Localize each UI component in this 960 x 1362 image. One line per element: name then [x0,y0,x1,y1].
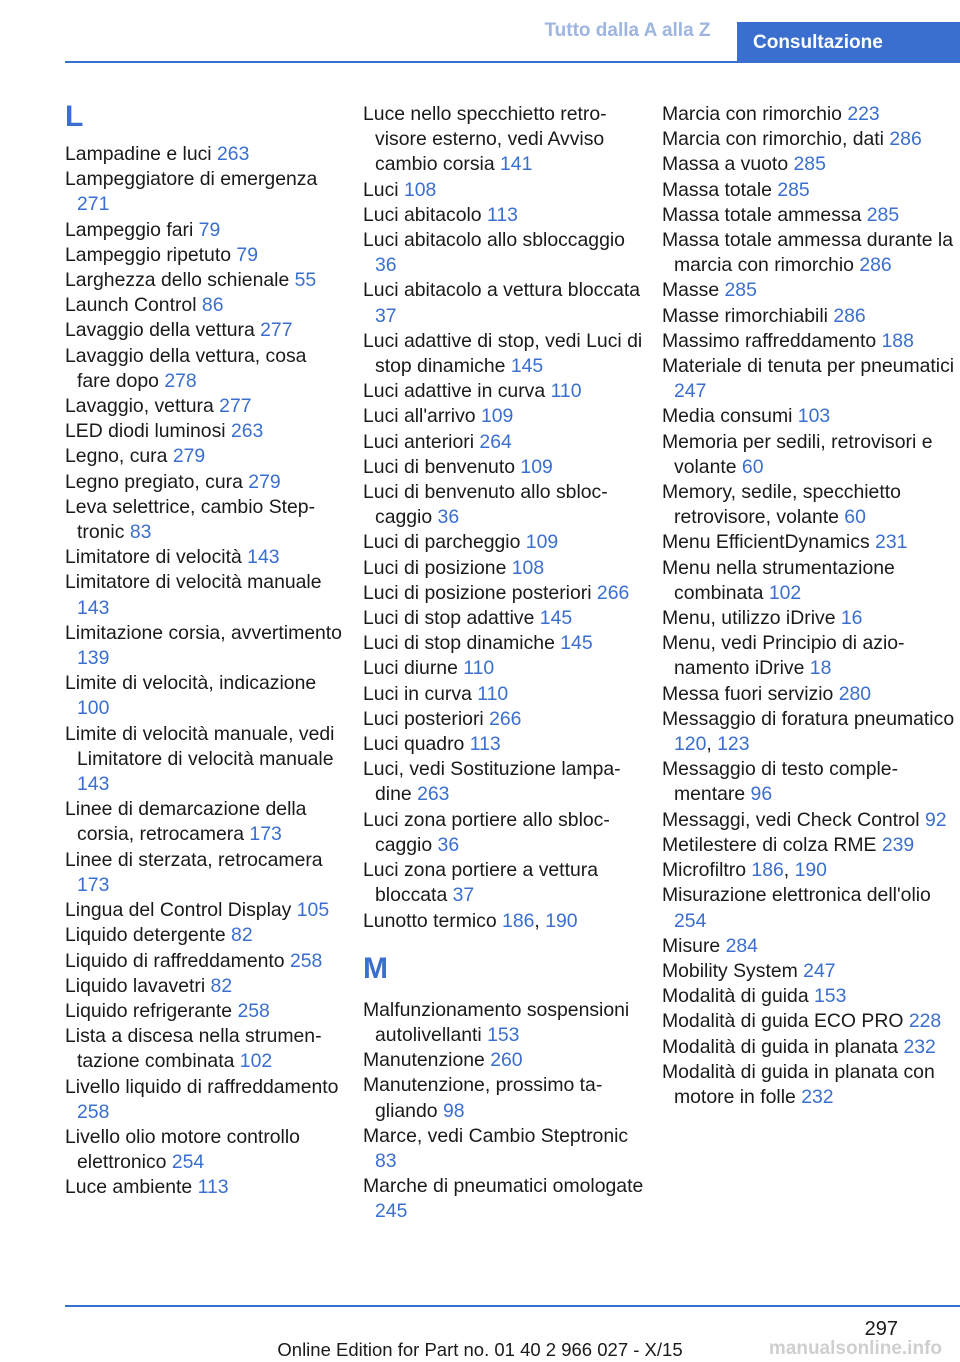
entry-label: Misure [662,934,721,957]
entry-label: Limite di velocità manuale, vedi Limitatore di velocità manuale [65,722,335,770]
entry-label: Luci quadro [363,733,465,756]
index-entry [65,848,345,898]
index-entry [363,1048,645,1073]
index-entry [65,419,345,444]
entry-label: Masse [662,279,720,302]
entry-label: Livello liquido di raffreddamento [65,1075,339,1098]
page-link[interactable]: 16 [840,607,863,630]
index-entry [662,178,960,203]
index-entry [65,1125,345,1175]
entry-label: Manutenzione, prossimo tagliando [363,1074,603,1122]
page-link[interactable]: 186 [502,909,535,932]
page-link[interactable]: 153 [814,985,847,1008]
entry-label: Lista a discesa nella strumentazione combinata [65,1025,322,1073]
page-link[interactable]: 79 [236,243,258,266]
page-link[interactable]: 143 [77,773,110,796]
index-entry [65,318,345,343]
index-entry [662,833,960,858]
page-link[interactable]: 96 [750,783,773,806]
page-link[interactable]: 239 [881,833,915,856]
entry-label: Liquido lavavetri [65,974,206,997]
entry-label: Lavaggio, vettura [65,395,214,418]
entry-label: Lampeggio fari [65,218,194,241]
index-entry [65,444,345,469]
index-entry [662,631,960,681]
entry-label: Liquido refrigerante [65,999,233,1022]
page-link[interactable]: 264 [479,430,512,453]
chapter-tab: Consultazione [737,22,960,63]
page-link[interactable]: 263 [217,143,250,165]
index-entry [363,606,645,631]
index-entry [65,974,345,999]
page-link[interactable]: 266 [596,581,630,604]
page-link[interactable]: 36 [437,506,460,529]
index-letter-l: L [65,100,84,133]
index-entry [65,949,345,974]
page-link[interactable]: 285 [724,279,757,302]
index-entry [65,797,345,847]
entry-label: Massimo raffreddamento [662,329,877,352]
index-entry [662,304,960,329]
index-entry [662,228,960,278]
entry-label: LED diodi luminosi [65,420,226,443]
page-link[interactable]: 92 [924,808,947,831]
entry-label: Media consumi [662,405,793,428]
page-link[interactable]: 228 [908,1010,942,1033]
index-entry [363,455,645,480]
index-entry [363,556,645,581]
entry-label: Luci di benvenuto allo sbloccaggio [363,481,608,529]
page-link[interactable]: 145 [560,632,593,655]
entry-label: Lunotto termico [363,909,497,932]
entry-label: Luce nello specchietto retrovisore esterno, vedi Avviso cambio corsia [363,103,607,176]
entry-label: Memoria per sedili, retrovisori e volante [662,430,933,478]
watermark: manualsonline.info [768,1338,942,1359]
entry-label: Modalità di guida in planata con motore in folle [662,1060,935,1108]
page-link[interactable]: 245 [375,1200,408,1223]
page-link[interactable]: 100 [77,697,110,720]
index-entry [662,934,960,959]
index-entry [65,621,345,671]
index-entry [363,1124,645,1174]
page-link[interactable]: 231 [875,531,908,554]
entry-label: Luci adattive in curva [363,380,546,403]
index-entry [662,1009,960,1034]
page-link[interactable]: 139 [77,647,110,670]
index-column-3 [662,102,960,1110]
index-entry [662,278,960,303]
index-entry [363,203,645,228]
index-entry [65,293,345,318]
entry-label: Manutenzione [363,1049,485,1072]
footer-rule [65,1305,960,1307]
entry-label: Marcia con rimorchio, dati [662,128,884,151]
entry-label: Luci zona portiere a vettura bloccata [363,859,598,907]
edition-note: Online Edition for Part no. 01 40 2 966 027 - X/15 [277,1339,683,1360]
page-link[interactable]: 82 [210,974,233,997]
entry-label: Lampeggiatore di emergenza [65,168,318,191]
page-link[interactable]: 36 [375,254,397,277]
page-link[interactable]: 83 [129,521,152,544]
page-link[interactable]: 86 [201,294,224,317]
entry-label: Luci posteriori [363,707,484,730]
entry-label: Modalità di guida ECO PRO [662,1010,904,1033]
entry-label: Luci adattive di stop, vedi Luci di stop dinamiche [363,329,643,378]
entry-label: Marcia con rimorchio [662,103,842,125]
entry-label: Luci abitacolo allo sbloccaggio [363,229,625,252]
index-entry [65,268,345,293]
entry-label: Modalità di guida [662,985,809,1008]
index-entry [363,228,645,278]
entry-label: Luci anteriori [363,430,475,453]
page-link[interactable]: 110 [550,380,582,403]
page-link[interactable]: 188 [881,329,914,352]
index-entry [65,218,345,243]
page-link[interactable]: 190 [545,909,578,932]
entry-label: Luci di stop dinamiche [363,632,555,655]
page-link[interactable]: 103 [797,405,831,428]
index-entry [65,394,345,419]
entry-label: Messaggio di testo complementare [662,758,899,806]
page-link[interactable]: 263 [417,783,450,806]
page-link[interactable]: 271 [77,193,110,216]
page-link[interactable]: 153 [487,1023,520,1046]
page-link[interactable]: 110 [477,682,509,705]
page-link[interactable]: 141 [500,153,533,176]
page-link[interactable]: 254 [171,1151,205,1174]
page-link[interactable]: 143 [77,596,110,619]
page-link[interactable]: 102 [239,1050,273,1073]
entry-label: Microfiltro [662,859,747,882]
entry-label: Limitatore di velocità manuale [65,571,322,594]
index-entry [363,1073,645,1123]
entry-label: Modalità di guida in planata [662,1035,899,1058]
index-entry [65,1075,345,1125]
page-link[interactable]: 173 [77,873,110,896]
index-entry [662,102,960,127]
index-entry [65,344,345,394]
index-entry [65,167,345,217]
page-link[interactable]: 109 [520,455,553,478]
page-link[interactable]: 108 [511,556,545,579]
page-link[interactable]: 102 [768,581,802,604]
page-link[interactable]: 263 [230,420,264,443]
entry-label: Luci, vedi Sostituzione lampadine [363,758,621,806]
page-link[interactable]: 109 [525,531,559,554]
index-entry [363,757,645,807]
section-title: Tutto dalla A alla Z [544,19,711,41]
index-entry [363,530,645,555]
index-entry [65,1024,345,1074]
entry-label: Lampadine e luci [65,143,212,165]
entry-label: Luci di posizione posteriori [363,581,592,604]
page-link[interactable]: 285 [793,153,826,176]
index-entry [65,243,345,268]
entry-label: Menu, utilizzo iDrive [662,607,836,630]
page-link[interactable]: 258 [237,999,270,1022]
entry-label: Luci di benvenuto [363,455,516,478]
index-entry [662,329,960,354]
page-link[interactable]: 277 [260,319,293,342]
index-entry [363,732,645,757]
index-entry [65,495,345,545]
page-link[interactable]: 60 [844,506,866,529]
page-link[interactable]: 55 [294,269,317,292]
index-entry [65,898,345,923]
index-entry [662,152,960,177]
page-link[interactable]: 173 [249,823,282,846]
entry-label: Linee di demarcazione della corsia, retrocamera [65,798,307,846]
index-letter-m: M [363,951,388,985]
entry-label: Liquido di raffreddamento [65,949,285,972]
index-entry [662,959,960,984]
index-entry [65,671,345,721]
entry-label: Marce, vedi Cambio Steptronic [363,1124,629,1147]
page-link[interactable]: 280 [838,682,872,705]
entry-label: Massa totale ammessa [662,203,862,226]
header-rule [65,61,960,63]
entry-label: Limite di velocità, indicazione [65,672,317,695]
index-entry [65,722,345,798]
index-entry [363,808,645,858]
entry-label: Luce ambiente [65,1176,193,1199]
entry-label: Luci diurne [363,657,458,680]
page-link[interactable]: 98 [442,1099,465,1122]
index-entry [662,1060,960,1110]
page-link[interactable]: 113 [486,203,518,226]
entry-label: Limitazione corsia, avvertimento [65,621,342,644]
entry-label: Lavaggio della vettura, cosa fare dopo [65,344,307,392]
index-entry [662,127,960,152]
index-entry [662,808,960,833]
page-link[interactable]: 113 [469,733,501,756]
page-link[interactable]: 109 [480,405,514,428]
entry-label: Legno, cura [65,445,168,468]
page-link[interactable]: 286 [889,128,922,151]
index-entry [662,203,960,228]
entry-label: Malfunzionamento sospensioni autolivellanti [363,998,630,1046]
page-link[interactable]: 279 [172,445,206,468]
index-entry [363,404,645,429]
page-link[interactable]: 83 [375,1149,397,1172]
page-link[interactable]: 278 [164,369,197,392]
index-column-1 [65,102,345,1201]
page-number: 297 [864,1318,898,1340]
index-entry [662,354,960,404]
entry-label: Marche di pneumatici omologate [363,1175,644,1198]
index-entry [662,1035,960,1060]
index-entry [363,102,645,178]
entry-label: Legno pregiato, cura [65,470,243,493]
page-link[interactable]: 120 [674,733,707,756]
entry-label: Lampeggio ripetuto [65,243,232,266]
index-entry [363,278,645,328]
index-entry [65,923,345,948]
entry-label: Materiale di tenuta per pneumatici [662,355,955,378]
index-entry [662,606,960,631]
index-entry [363,430,645,455]
index-entry [363,656,645,681]
page-link[interactable]: 232 [801,1085,834,1108]
page-link[interactable]: 145 [510,355,544,378]
entry-label: Messaggio di foratura pneumatico [662,707,955,730]
page-link[interactable]: 279 [248,470,281,493]
entry-label: Luci zona portiere allo sbloccaggio [363,808,610,856]
page-link[interactable]: 285 [777,178,810,201]
page-link[interactable]: 18 [809,657,832,680]
page-link[interactable]: 143 [247,546,280,569]
entry-label: Mobility System [662,959,798,982]
page-link[interactable]: 277 [219,395,252,418]
entry-label: Luci abitacolo [363,203,482,226]
page-link[interactable]: 186 [751,859,784,882]
index-entry [363,682,645,707]
index-entry [65,999,345,1024]
index-entry [363,480,645,530]
page-link[interactable]: 105 [296,899,330,922]
index-entry [662,480,960,530]
page-link[interactable]: 258 [289,949,323,972]
page-link[interactable]: 286 [859,254,892,277]
entry-label: Liquido detergente [65,924,226,947]
index-entry: Microfiltro 186, 190 [662,859,827,882]
page-link[interactable]: 82 [231,924,253,947]
entry-label: Luci all'arrivo [363,405,476,428]
page-link[interactable]: 232 [903,1035,936,1058]
page-link[interactable]: 79 [198,218,221,241]
entry-label: Leva selettrice, cambio Steptronic [65,495,316,544]
index-entry [662,530,960,555]
index-entry [363,178,645,203]
page-link[interactable]: 260 [490,1049,523,1072]
index-entry [363,998,645,1048]
index-entry [662,984,960,1009]
entry-label: Memory, sedile, specchietto retrovisore, volante [662,481,901,529]
index-entry [363,329,645,379]
index-entry [363,631,645,656]
page-link[interactable]: 37 [375,304,397,327]
index-entry [363,1174,645,1224]
index-entry [65,570,345,620]
entry-label: Lingua del Control Display [65,899,292,922]
entry-label: Linee di sterzata, retrocamera [65,848,323,871]
index-entry [662,883,960,933]
entry-label: Livello olio motore controllo elettronico [65,1125,300,1174]
entry-label: Luci in curva [363,682,472,705]
index-entry [65,470,345,495]
entry-label: Metilestere di colza RME [662,833,877,856]
entry-label: Larghezza dello schienale [65,269,290,292]
page-link[interactable]: 284 [725,934,758,957]
entry-label: Luci abitacolo a vettura bloccata [363,279,641,302]
entry-label: Limitatore di velocità [65,546,242,569]
entry-label: Messaggi, vedi Check Control [662,808,920,831]
page-link[interactable]: 190 [794,859,827,882]
page-link[interactable]: 123 [717,733,750,756]
page-link[interactable]: 254 [674,909,707,932]
page-link[interactable]: 108 [403,178,437,201]
index-entry: Messaggio di foratura pneumatico 120, 123 [662,707,955,756]
index-entry [662,430,960,480]
entry-label: Luci di stop adattive [363,607,535,630]
index-entry [363,581,645,606]
index-entry: Lunotto termico 186, 190 [363,909,578,932]
page-link[interactable]: 266 [489,707,522,730]
page-link[interactable]: 60 [741,455,764,478]
page-link[interactable]: 247 [803,959,836,982]
index-entry [65,142,345,167]
page-link[interactable]: 247 [674,380,707,403]
entry-label: Menu nella strumentazione combinata [662,556,895,604]
index-entry [662,682,960,707]
entry-label: Luci [363,178,399,201]
entry-label: Luci di parcheggio [363,531,521,554]
page-link[interactable]: 285 [866,203,900,226]
entry-label: Massa a vuoto [662,153,789,176]
index-entry [662,757,960,807]
index-column-2 [363,102,645,1225]
entry-label: Massa totale ammessa durante la marcia con rimorchio [662,229,954,277]
page-link[interactable]: 145 [539,607,573,630]
entry-label: Lavaggio della vettura [65,319,255,342]
page-link[interactable]: 258 [77,1100,110,1123]
page-link[interactable]: 286 [833,304,866,327]
index-entry [363,858,645,908]
index-entry [363,707,645,732]
index-entry [662,404,960,429]
entry-label: Menu EfficientDynamics [662,531,870,554]
page-link[interactable]: 36 [437,833,460,856]
page-link[interactable]: 223 [847,103,880,125]
entry-label: Launch Control [65,294,197,317]
index-entry [662,556,960,606]
entry-label: Masse rimorchiabili [662,304,828,327]
index-entry [363,379,645,404]
index-entry [65,1175,345,1200]
entry-label: Luci di posizione [363,556,507,579]
page-link[interactable]: 113 [197,1176,229,1199]
entry-label: Messa fuori servizio [662,682,834,705]
index-entry [65,545,345,570]
page-link[interactable]: 37 [452,884,475,907]
entry-label: Massa totale [662,178,772,201]
entry-label: Menu, vedi Principio di azionamento iDrive [662,632,905,680]
page-link[interactable]: 110 [463,657,495,680]
entry-label: Misurazione elettronica dell'olio [662,884,931,907]
